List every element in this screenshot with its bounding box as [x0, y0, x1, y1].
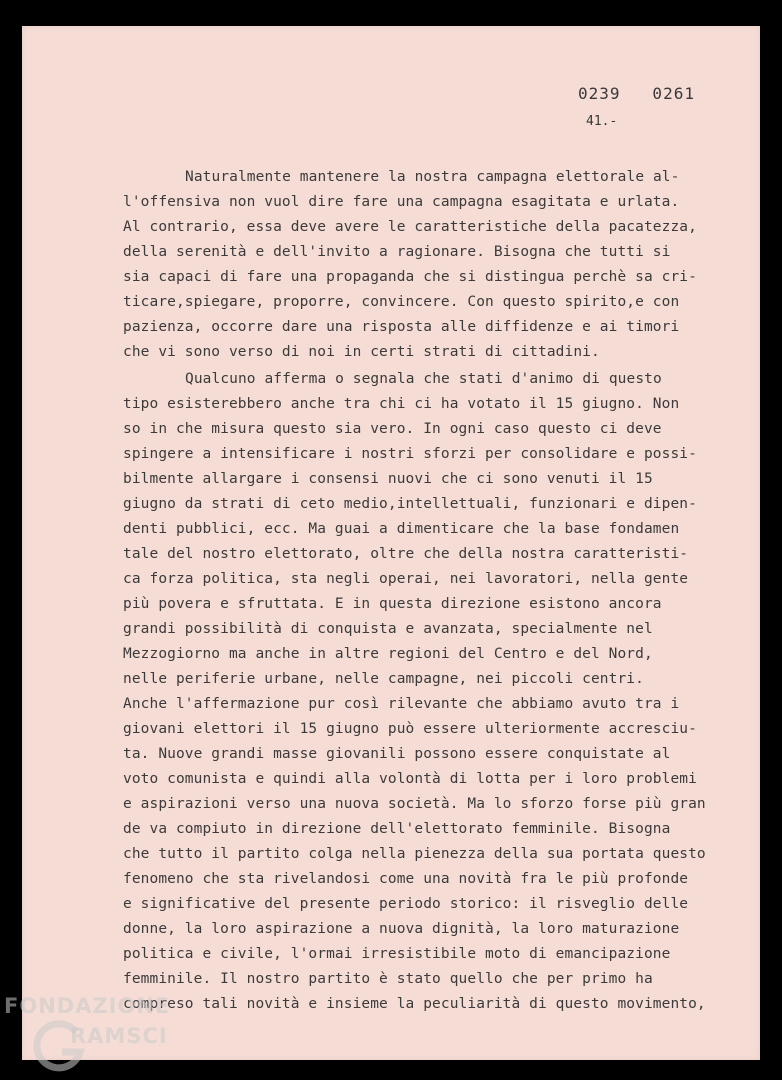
- text-line: compreso tali novità e insieme la peculiarità di questo movimento,: [123, 996, 706, 1012]
- text-line: della serenità e dell'invito a ragionare. Bisogna che tutti si: [123, 244, 671, 260]
- document-page: [22, 26, 760, 1060]
- text-line: che vi sono verso di noi in certi strati di cittadini.: [123, 344, 600, 360]
- page-number: 41.-: [586, 114, 618, 129]
- text-line: tipo esisterebbero anche tra chi ci ha votato il 15 giugno. Non: [123, 396, 680, 412]
- text-line: grandi possibilità di conquista e avanzata, specialmente nel: [123, 621, 653, 637]
- watermark: [4, 994, 204, 1080]
- text-line: sia capaci di fare una propaganda che si distingua perchè sa cri-: [123, 269, 697, 285]
- text-line: spingere a intensificare i nostri sforzi per consolidare e possi-: [123, 446, 697, 462]
- text-line: e aspirazioni verso una nuova società. Ma lo sforzo forse più gran: [123, 796, 706, 812]
- text-line: donne, la loro aspirazione a nuova dignità, la loro maturazione: [123, 921, 680, 937]
- text-line: giugno da strati di ceto medio,intellettuali, funzionari e dipen-: [123, 496, 697, 512]
- watermark-line-2: RAMSCI: [70, 1024, 168, 1048]
- text-line: de va compiuto in direzione dell'elettorato femminile. Bisogna: [123, 821, 671, 837]
- text-line: so in che misura questo sia vero. In ogni caso questo ci deve: [123, 421, 662, 437]
- text-line: più povera e sfruttata. E in questa direzione esistono ancora: [123, 596, 662, 612]
- text-line: Mezzogiorno ma anche in altre regioni del Centro e del Nord,: [123, 646, 653, 662]
- text-line: e significative del presente periodo storico: il risveglio delle: [123, 896, 689, 912]
- archive-number: 0239 0261: [578, 84, 695, 103]
- text-line: l'offensiva non vuol dire fare una campagna esagitata e urlata.: [123, 194, 680, 210]
- text-line: voto comunista e quindi alla volontà di lotta per i loro problemi: [123, 771, 697, 787]
- text-line: femminile. Il nostro partito è stato quello che per primo ha: [123, 971, 653, 987]
- text-line: Al contrario, essa deve avere le caratteristiche della pacatezza,: [123, 219, 697, 235]
- text-line: denti pubblici, ecc. Ma guai a dimenticare che la base fondamen: [123, 521, 680, 537]
- text-line: pazienza, occorre dare una risposta alle diffidenze e ai timori: [123, 319, 680, 335]
- text-line: tale del nostro elettorato, oltre che della nostra caratteristi-: [123, 546, 689, 562]
- watermark-line-1: FONDAZIONE: [4, 994, 171, 1018]
- text-line: ticare,spiegare, proporre, convincere. Con questo spirito,e con: [123, 294, 680, 310]
- text-line: che tutto il partito colga nella pienezza della sua portata questo: [123, 846, 706, 862]
- text-line: Naturalmente mantenere la nostra campagna elettorale al-: [185, 169, 680, 185]
- text-line: ta. Nuove grandi masse giovanili possono essere conquistate al: [123, 746, 671, 762]
- text-line: nelle periferie urbane, nelle campagne, nei piccoli centri.: [123, 671, 644, 687]
- text-line: giovani elettori il 15 giugno può essere ulteriormente accresciu-: [123, 721, 697, 737]
- text-line: ca forza politica, sta negli operai, nei lavoratori, nella gente: [123, 571, 689, 587]
- text-line: bilmente allargare i consensi nuovi che ci sono venuti il 15: [123, 471, 653, 487]
- text-line: politica e civile, l'ormai irresistibile moto di emancipazione: [123, 946, 671, 962]
- text-line: Qualcuno afferma o segnala che stati d'animo di questo: [185, 371, 662, 387]
- text-line: fenomeno che sta rivelandosi come una novità fra le più profonde: [123, 871, 689, 887]
- text-line: Anche l'affermazione pur così rilevante che abbiamo avuto tra i: [123, 696, 680, 712]
